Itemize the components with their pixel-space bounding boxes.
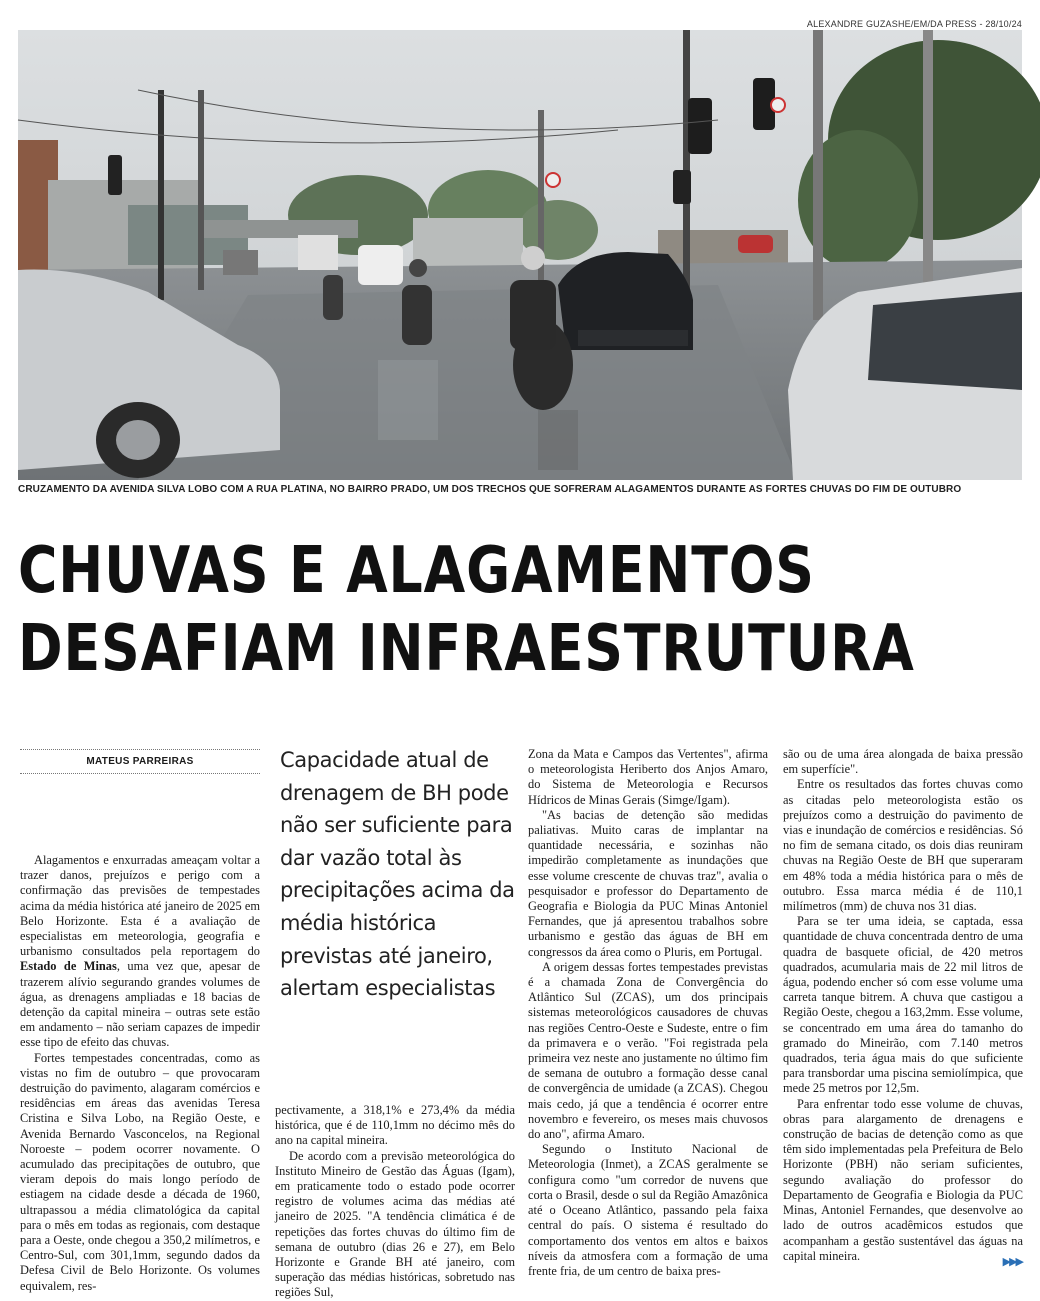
article-column-1 <box>20 853 260 1294</box>
newspaper-name: Estado de Minas <box>20 959 117 974</box>
paragraph: Zona da Mata e Campos das Vertentes", afirma o meteorologista Heriberto dos Anjos Amaro, do Sistema de Meteorologia e Recursos Hídricos de Minas Gerais (Simge/Igam). <box>528 747 768 807</box>
article-column-2 <box>275 1103 515 1301</box>
article-column-4 <box>783 747 1023 1264</box>
text-run: , uma vez que, apesar de trazerem alívio segurando grandes volumes de água, as drenagens ampliadas e 18 bacias de detenção da capital mineira – outras sete estão em andamento – não seriam capazes de impedir esse tipo de efeito das chuvas. <box>20 959 260 1050</box>
paragraph: são ou de uma área alongada de baixa pressão em superfície". <box>783 747 1023 777</box>
news-photo <box>18 30 1022 480</box>
paragraph: Para se ter uma ideia, se captada, essa quantidade de chuva concentrada dentro de uma quadra de basquete oficial, de 420 metros quadrados, acumularia mais de 22 mil litros de água, podendo encher só com esse volume uma carreta tanque bitrem. A chuva que castigou a Região Oeste, chegou a 163,2mm. Esse volume, se concentrado em uma área do tamanho do gramado do Mineirão, com 7.140 metros quadrados, teria água mais do que suficiente para transbordar uma piscina semiolímpica, que mede 25 metros por 12,5m. <box>783 914 1023 1096</box>
photo-credit: ALEXANDRE GUZASHE/EM/DA PRESS - 28/10/24 <box>806 19 1022 29</box>
photo-caption: CRUZAMENTO DA AVENIDA SILVA LOBO COM A RUA PLATINA, NO BAIRRO PRADO, UM DOS TRECHOS QUE SOFRERAM ALAGAMENTOS DURANTE AS FORTES CHUVAS DO FIM DE OUTUBRO <box>18 484 962 495</box>
triple-arrow-icon: ▶▶▶ <box>1002 1255 1022 1268</box>
paragraph: Segundo o Instituto Nacional de Meteorologia (Inmet), a ZCAS geralmente se configura como "um corredor de nuvens que corta o Brasil, desde o sul da Região Amazônica até o Oceano Atlântico, passando pela faixa central do país. O sistema é resultado do comportamento dos ventos em altos e baixos níveis da atmosfera com a formação de uma frente fria, de um centro de baixa pres- <box>528 1142 768 1278</box>
headline <box>18 532 915 688</box>
paragraph: Fortes tempestades concentradas, como as vistas no fim de outubro – que provocaram destruição do pavimento, alagaram comércios e residências em áreas das avenidas Teresa Cristina e Silva Lobo, na Região Oeste, e Avenida Bernardo Vasconcelos, na Regional Noroeste – podem ocorrer novamente. O acumulado das precipitações de outubro, que vieram depois do mais longo período de estiagem na cidade desde a década de 1960, ultrapassou a média climatológica da capital para o mês em todas as regionais, com destaque para a Oeste, onde chegou a 350,2 milímetros, e Centro-Sul, com 301,1mm, segundo dados da Defesa Civil de Belo Horizonte. Os volumes equivalem, res- <box>20 1050 260 1293</box>
headline-line-1: CHUVAS E ALAGAMENTOS <box>18 534 815 608</box>
paragraph: pectivamente, a 318,1% e 273,4% da média histórica, que é de 110,1mm no décimo mês do ano na capital mineira. <box>275 1103 515 1148</box>
paragraph: A origem dessas fortes tempestades previstas é a chamada Zona de Convergência do Atlântico Sul (ZCAS), um dos principais sistemas meteorológicos causadores de chuvas nas regiões Centro-Oeste e Sudeste, entre o fim da primavera e o verão. "Foi registrada pela primeira vez neste ano justamente no último fim de semana de outubro a formação desse canal de convergência de umidade (a ZCAS). Chegou mais cedo, já que a tendência é ocorrer entre novembro e fevereiro, os meses mais chuvosos do ano", afirma Amaro. <box>528 959 768 1142</box>
paragraph: De acordo com a previsão meteorológica do Instituto Mineiro de Gestão das Águas (Igam), em praticamente todo o estado pode ocorrer registro de volumes acima das médias até janeiro de 2025. "A tendência climática é de repetições das fortes chuvas do último fim de semana de outubro (dias 26 e 27), em Belo Horizonte e Grande BH até janeiro, com superação das médias históricas, sobretudo nas regiões Sul, <box>275 1148 515 1300</box>
rainy-street-photo <box>18 30 1022 480</box>
byline-rule-top <box>20 749 260 750</box>
paragraph: "As bacias de detenção são medidas paliativas. Muito caras de implantar na quantidade necessária, e sozinhas não impedirão completamente as inundações que esse volume crescente de chuvas traz", avalia o pesquisador e professor do Departamento de Geografia e Biologia da PUC Minas Antoniel Fernandes, que já apresentou trabalhos sobre urbanismo e gestão das águas de BH em congressos da área como o Pluris, em Portugal. <box>528 807 768 959</box>
byline-rule-bottom <box>20 773 260 774</box>
deck-subheadline: Capacidade atual de drenagem de BH pode não ser suficiente para dar vazão total às precipitações acima da média histórica previstas até janeiro, alertam especialistas <box>280 748 515 1001</box>
article-column-3 <box>528 747 768 1279</box>
paragraph: Entre os resultados das fortes chuvas como as citadas pelo meteorologista estão os prejuízos como a destruição do pavimento de vias e inundação de comércios e residências. Só no fim de semana citado, os dois dias reuniram chuvas na Região Oeste de BH que superaram em 48% toda a média histórica para o mês de outubro. Essa marca média é de 110,1 milímetros (mm) de chuva nos 31 dias. <box>783 777 1023 914</box>
headline-line-2: DESAFIAM INFRAESTRUTURA <box>18 612 915 686</box>
text-run: Alagamentos e enxurradas ameaçam voltar a trazer danos, prejuízos e perigo com a confirmação das previsões de tempestades acima da média histórica até janeiro de 2025 em Belo Horizonte. Esta é a avaliação de especialistas em meteorologia, geografia e urbanismo consultados pela reportagem do <box>20 853 260 959</box>
byline: MATEUS PARREIRAS <box>86 756 194 767</box>
paragraph: Para enfrentar todo esse volume de chuvas, obras para alargamento de drenagens e construção de bacias de detenção como as que têm sido implementadas pela Prefeitura de Belo Horizonte (PBH) não seriam suficientes, segundo avaliação do professor do Departamento de Geografia e Biologia da PUC Minas, Antoniel Fernandes, que desenvolve ao lado de outros acadêmicos estudos que acompanham a gestão sustentável das águas na capital mineira. <box>783 1096 1023 1263</box>
paragraph <box>20 853 260 1051</box>
